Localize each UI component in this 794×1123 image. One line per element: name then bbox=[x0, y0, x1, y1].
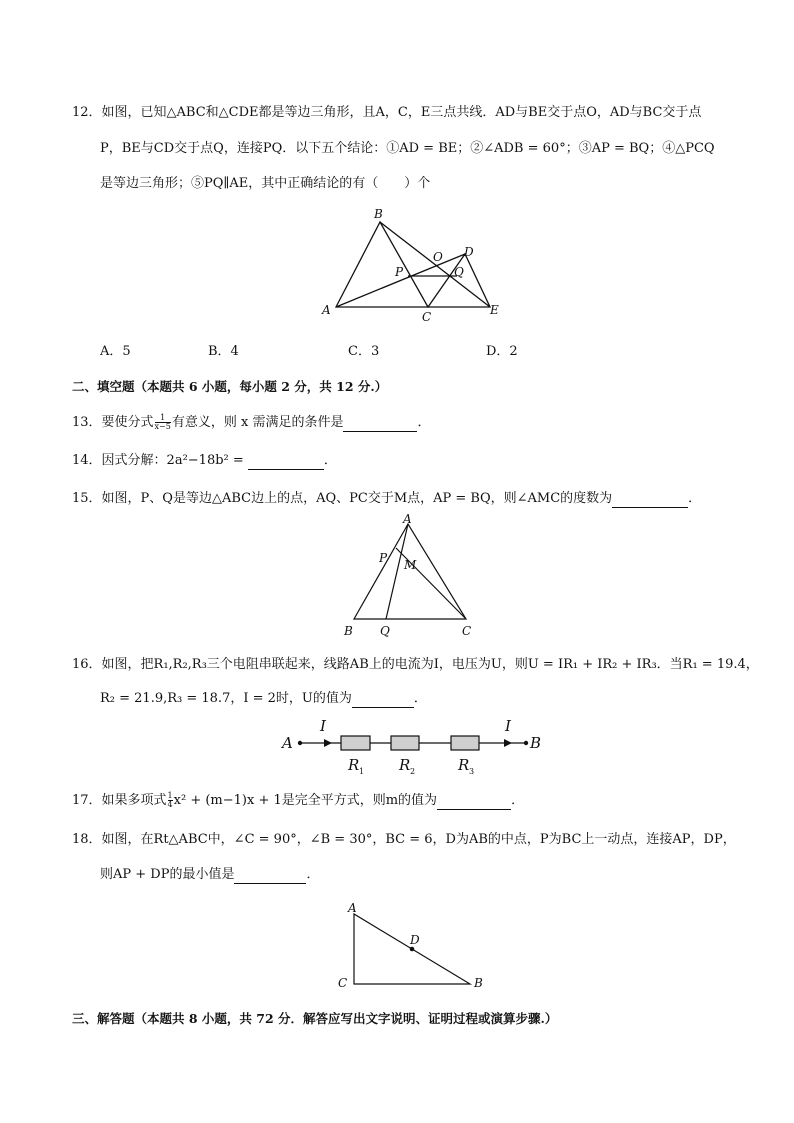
q14-end: ． bbox=[323, 453, 337, 468]
q16-answer-blank[interactable] bbox=[352, 693, 414, 708]
q16-label-i-right: I bbox=[505, 717, 511, 735]
q16-line1: 16．如图，把R₁,R₂,R₃三个电阻串联起来，线路AB上的电流为I，电压为U，则U = IR₁ + IR₂ + IR₃．当R₁ = 19.4， bbox=[72, 657, 759, 672]
q15-label-p: P bbox=[379, 551, 388, 565]
q15-line bbox=[72, 490, 701, 508]
q16-label-r2-sub: 2 bbox=[410, 767, 416, 776]
q12-label-d: D bbox=[464, 245, 474, 259]
q12-label-q: Q bbox=[454, 265, 464, 279]
q17-pre: 17．如果多项式 bbox=[72, 793, 167, 808]
q16-label-r1-sub: 1 bbox=[359, 767, 365, 776]
q12-line1: 12．如图，已知△ABC和△CDE都是等边三角形，且A，C，E三点共线．AD与BE交于点O，AD与BC交于点 bbox=[72, 105, 702, 120]
q15-answer-blank[interactable] bbox=[612, 493, 688, 508]
q13-post: 有意义，则 x 需满足的条件是 bbox=[171, 415, 344, 430]
q16-circuit-figure bbox=[278, 716, 548, 782]
q18-figure bbox=[334, 898, 494, 994]
q12-figure bbox=[318, 204, 508, 326]
q12-option-d: D．2 bbox=[486, 344, 518, 359]
q17-end: ． bbox=[511, 793, 525, 808]
q18-line1: 18．如图，在Rt△ABC中，∠C = 90°，∠B = 30°，BC = 6，D为AB的中点，P为BC上一动点，连接AP，DP， bbox=[72, 832, 736, 847]
q13-answer-blank[interactable] bbox=[343, 417, 417, 432]
q17-fraction bbox=[168, 792, 173, 809]
q17-post: x² + (m−1)x + 1是完全平方式，则m的值为 bbox=[173, 793, 438, 808]
q16-line2-text: R₂ = 21.9,R₃ = 18.7，I = 2时，U的值为 bbox=[100, 691, 352, 706]
q17-frac-num: 1 bbox=[167, 791, 173, 800]
q18-label-c: C bbox=[338, 976, 348, 990]
section-3-heading: 三、解答题（本题共 8 小题，共 72 分．解答应写出文字说明、证明过程或演算步骤.） bbox=[72, 1011, 558, 1026]
q14-pre: 14．因式分解：2a²−18b² = bbox=[72, 453, 244, 468]
q15-label-q: Q bbox=[380, 624, 390, 638]
q16-label-r2: R bbox=[399, 756, 411, 774]
q17-answer-blank[interactable] bbox=[437, 795, 511, 810]
q12-option-a: A．5 bbox=[100, 344, 131, 359]
q12-label-p: P bbox=[395, 265, 404, 279]
q18-answer-blank[interactable] bbox=[234, 869, 306, 884]
q13-frac-num: 1 bbox=[155, 414, 171, 423]
q18-label-b: B bbox=[474, 976, 483, 990]
q16-label-r3-sub: 3 bbox=[469, 767, 475, 776]
q16-label-r3: R bbox=[458, 756, 470, 774]
section-2-heading: 二、填空题（本题共 6 小题，每小题 2 分，共 12 分.） bbox=[72, 379, 388, 394]
q14-answer-blank[interactable] bbox=[248, 455, 324, 470]
q18-line2-text: 则AP + DP的最小值是 bbox=[100, 867, 235, 882]
q12-option-c: C．3 bbox=[348, 344, 380, 359]
q17-frac-den: 4 bbox=[167, 800, 173, 809]
q12-label-a: A bbox=[322, 303, 331, 317]
q16-label-r1: R bbox=[348, 756, 360, 774]
q18-end: ． bbox=[306, 867, 320, 882]
q14-line bbox=[72, 452, 337, 470]
q12-line3: 是等边三角形；⑤PQ∥AE，其中正确结论的有（ ）个 bbox=[100, 176, 431, 191]
q16-line2 bbox=[100, 690, 427, 708]
q18-line2 bbox=[100, 866, 319, 884]
q12-label-e: E bbox=[490, 303, 499, 317]
q15-label-b: B bbox=[344, 624, 353, 638]
q15-end: ． bbox=[688, 491, 702, 506]
q13-line bbox=[72, 414, 430, 432]
q12-label-o: O bbox=[433, 250, 443, 264]
q17-line bbox=[72, 792, 524, 810]
q16-label-a: A bbox=[282, 734, 293, 752]
q13-frac-den: x−5 bbox=[154, 422, 171, 431]
q15-text: 15．如图，P、Q是等边△ABC边上的点，AQ、PC交于M点，AP = BQ，则∠AMC的度数为 bbox=[72, 491, 613, 506]
q15-figure bbox=[340, 514, 480, 640]
q13-fraction bbox=[155, 414, 171, 431]
q12-line2: P，BE与CD交于点Q，连接PQ．以下五个结论：①AD = BE；②∠ADB = 60°；③AP = BQ；④△PCQ bbox=[100, 141, 715, 156]
q16-end: ． bbox=[413, 691, 427, 706]
q15-label-a: A bbox=[403, 514, 412, 526]
q13-pre: 13．要使分式 bbox=[72, 415, 154, 430]
q18-label-a: A bbox=[348, 901, 357, 915]
q12-label-c: C bbox=[422, 310, 432, 324]
q16-label-i-left: I bbox=[320, 717, 326, 735]
q16-label-b: B bbox=[530, 734, 542, 752]
q12-option-b: B．4 bbox=[208, 344, 239, 359]
q15-label-c: C bbox=[462, 624, 472, 638]
q13-end: ． bbox=[417, 415, 431, 430]
q15-label-m: M bbox=[404, 558, 417, 572]
q12-label-b: B bbox=[374, 207, 383, 221]
q18-label-d: D bbox=[410, 933, 420, 947]
